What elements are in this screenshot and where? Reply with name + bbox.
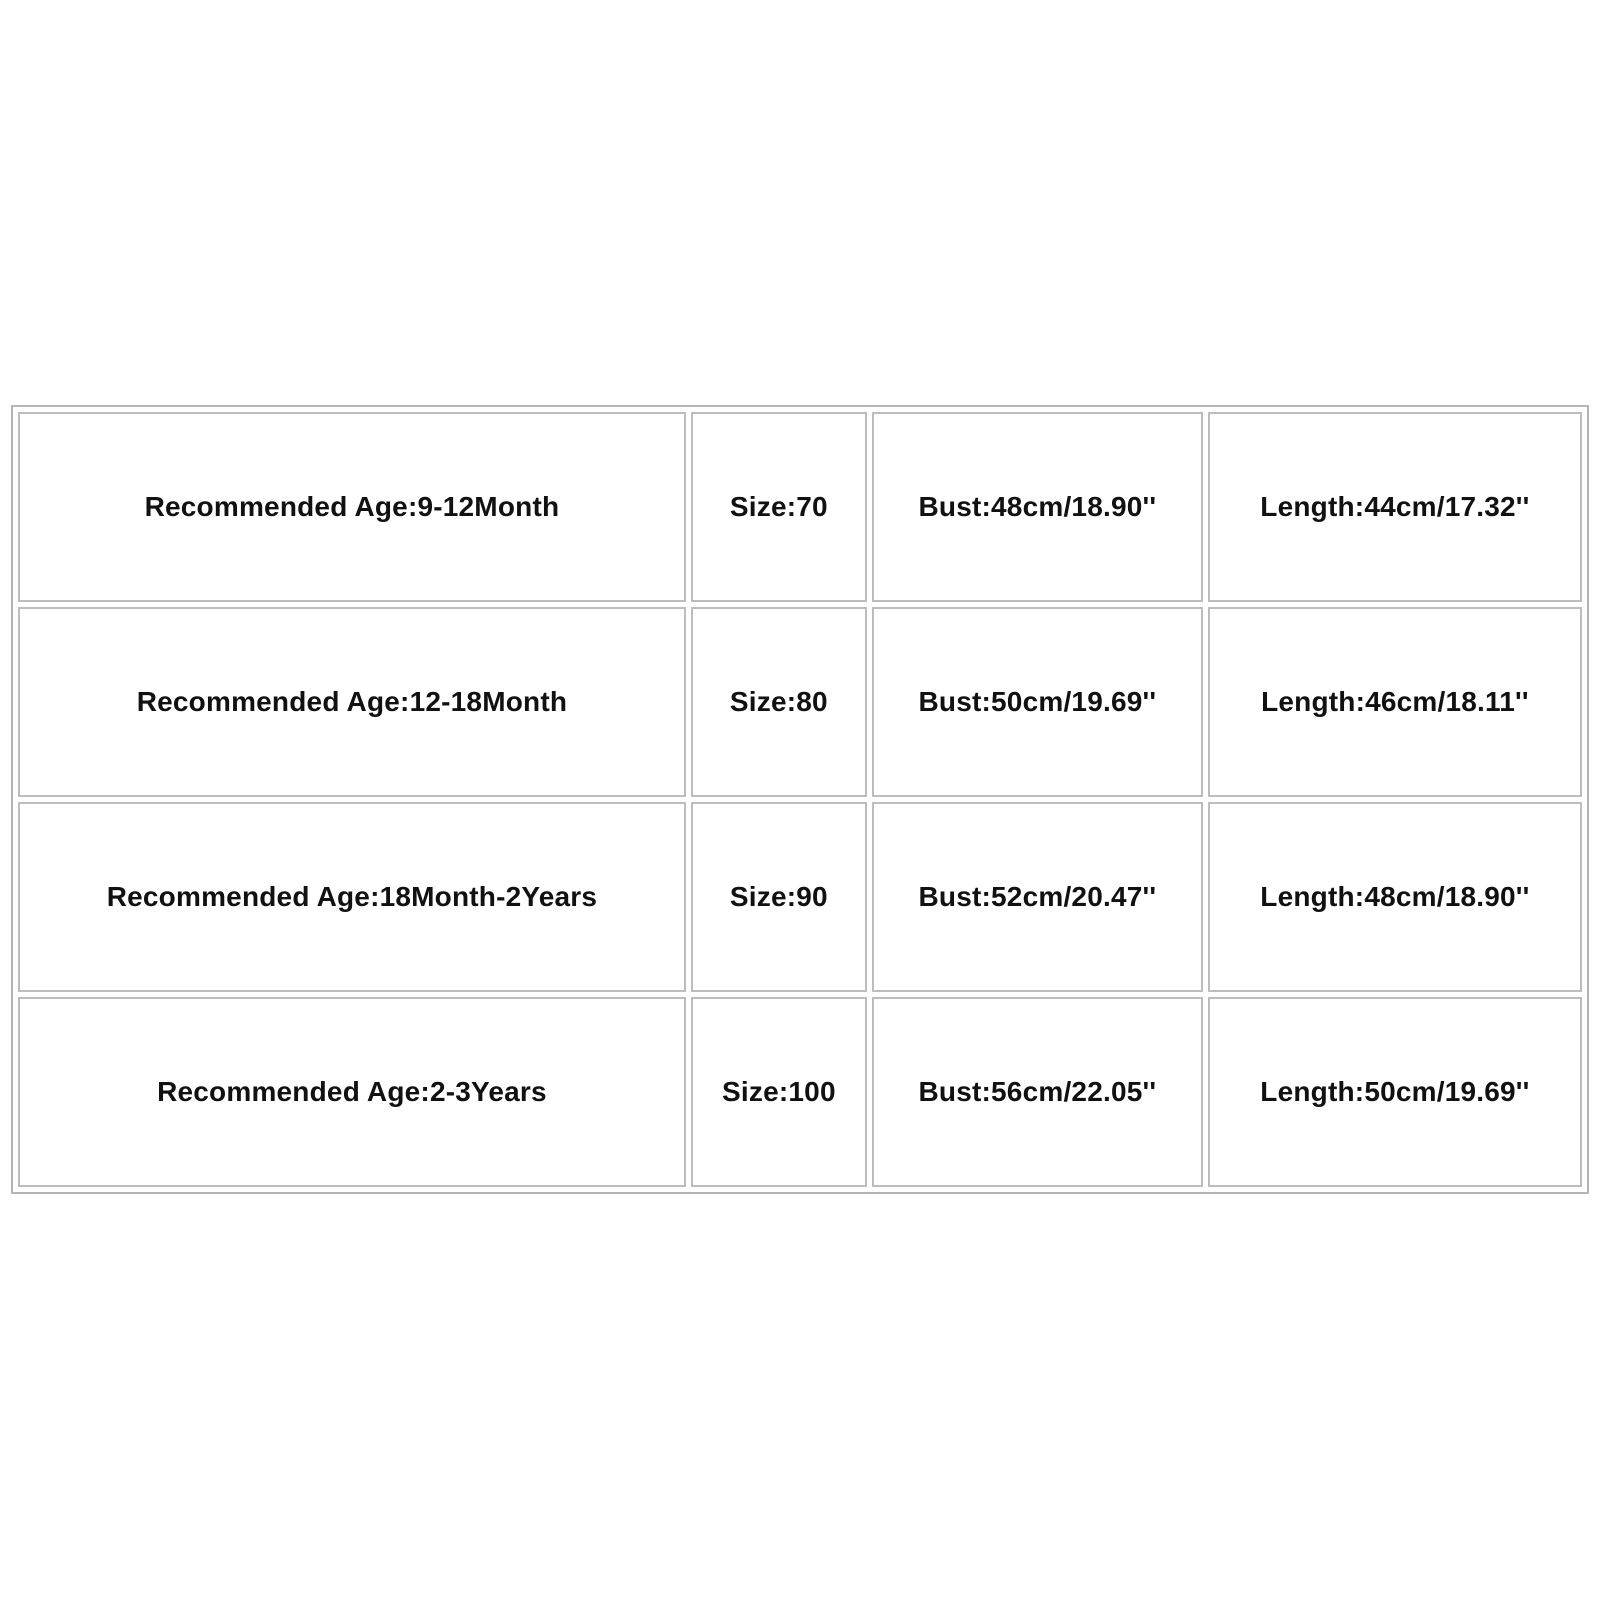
age-cell: Recommended Age:12-18Month <box>18 607 686 797</box>
size-chart-table <box>11 405 1589 1194</box>
length-cell: Length:44cm/17.32'' <box>1208 412 1582 602</box>
age-cell: Recommended Age:2-3Years <box>18 997 686 1187</box>
age-cell: Recommended Age:18Month-2Years <box>18 802 686 992</box>
bust-cell: Bust:50cm/19.69'' <box>872 607 1203 797</box>
length-cell: Length:50cm/19.69'' <box>1208 997 1582 1187</box>
size-cell: Size:70 <box>691 412 867 602</box>
age-cell: Recommended Age:9-12Month <box>18 412 686 602</box>
size-cell: Size:80 <box>691 607 867 797</box>
bust-cell: Bust:52cm/20.47'' <box>872 802 1203 992</box>
bust-cell: Bust:56cm/22.05'' <box>872 997 1203 1187</box>
size-cell: Size:100 <box>691 997 867 1187</box>
size-cell: Size:90 <box>691 802 867 992</box>
table-row <box>18 412 1582 602</box>
table-row <box>18 802 1582 992</box>
table-row <box>18 997 1582 1187</box>
table-row <box>18 607 1582 797</box>
bust-cell: Bust:48cm/18.90'' <box>872 412 1203 602</box>
length-cell: Length:48cm/18.90'' <box>1208 802 1582 992</box>
length-cell: Length:46cm/18.11'' <box>1208 607 1582 797</box>
